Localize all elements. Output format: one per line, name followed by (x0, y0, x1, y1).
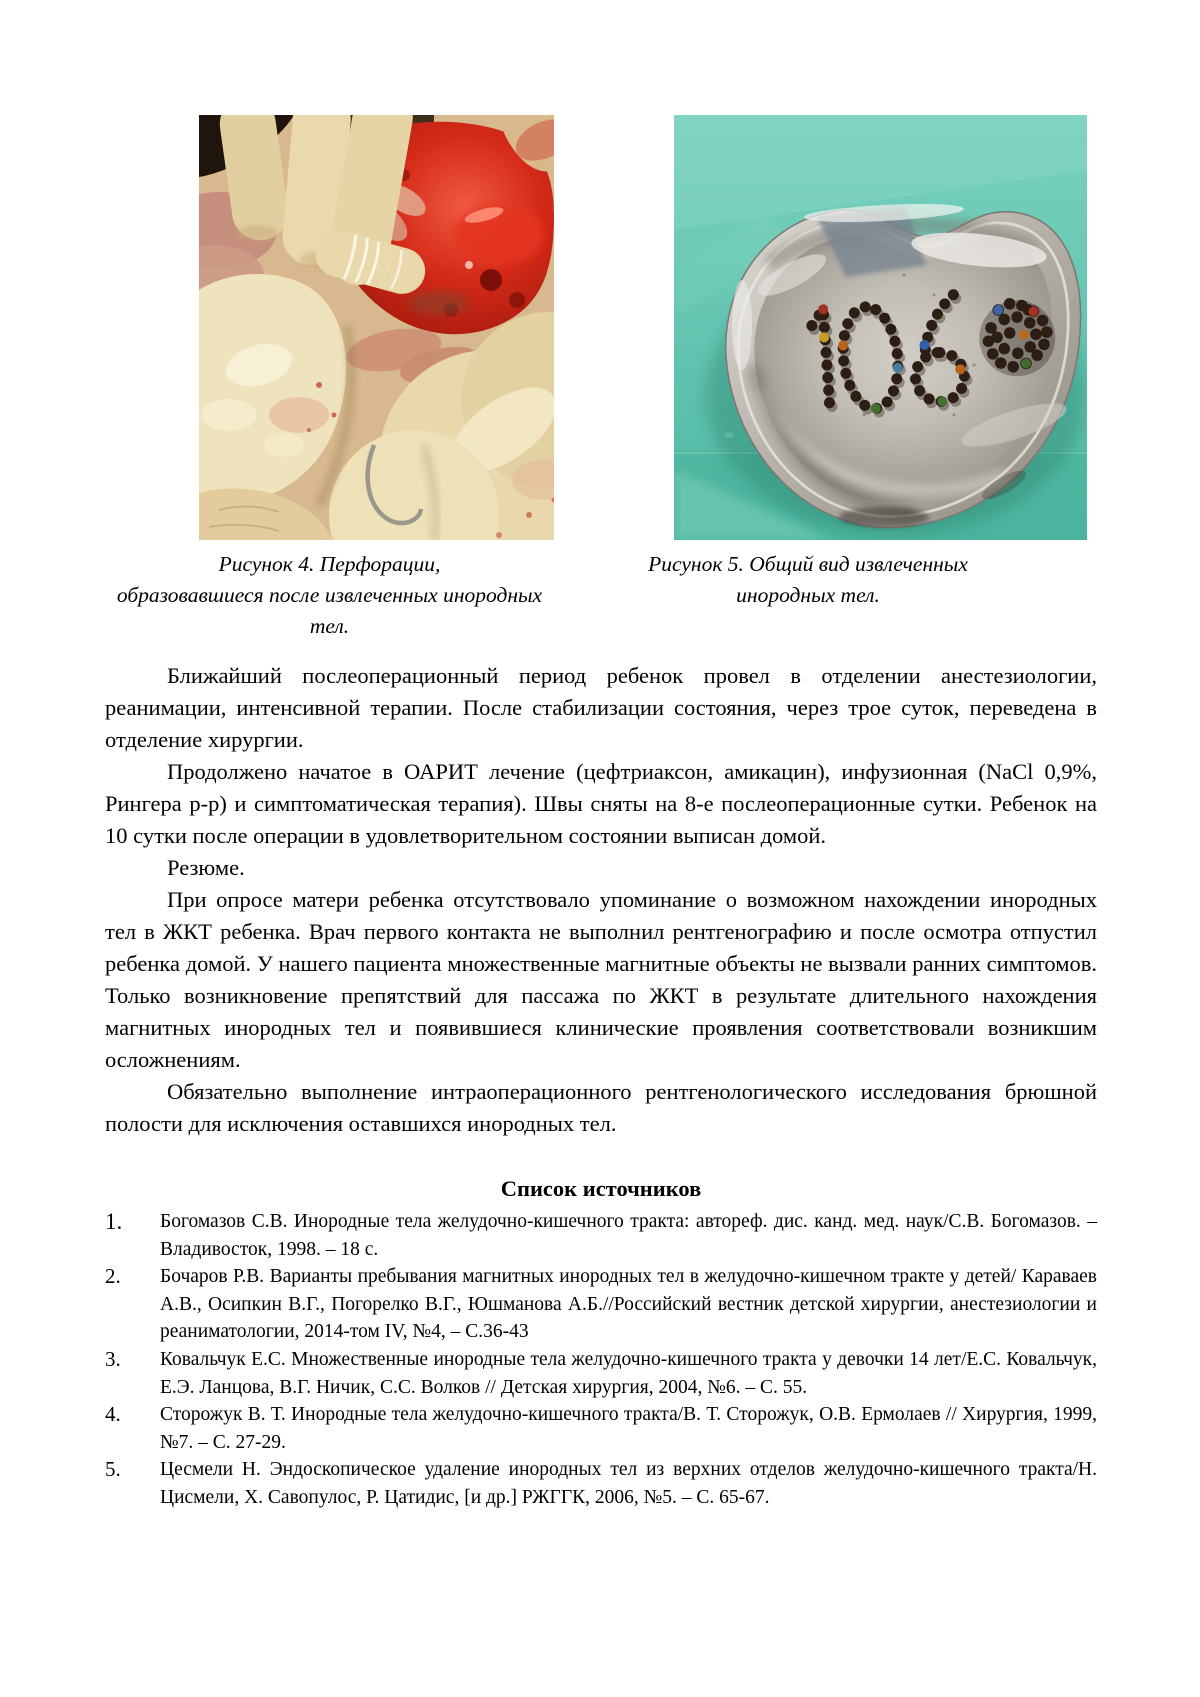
reference-number: 1. (105, 1209, 123, 1234)
figure-5-photo (674, 115, 1087, 540)
reference-number: 3. (105, 1346, 121, 1371)
reference-text: Богомазов С.В. Инородные тела желудочно-кишечного тракта: автореф. дис. канд. мед. наук/С.В. Богомазов. – Владивосток, 1998. – 18 с. (160, 1211, 1097, 1260)
reference-number: 5. (105, 1457, 121, 1482)
surgical-photo-illustration (199, 115, 554, 540)
paragraph: Продолжено начатое в ОАРИТ лечение (цефтриаксон, амикацин), инфузионная (NaCl 0,9%, Рингера р-р) и симптоматическая терапия). Швы сняты на 8-е послеоперационные сутки. Ребенок на 10 сутки после операции в удовлетворительном состоянии выписан домой. (105, 759, 1097, 848)
references-list (105, 1208, 1097, 1512)
figure-4-photo (199, 115, 554, 540)
figure-5-caption-line: Рисунок 5. Общий вид извлеченных (648, 552, 968, 576)
figure-4-caption-line: Рисунок 4. Перфорации, (218, 552, 441, 576)
reference-number: 2. (105, 1264, 121, 1289)
reference-item (105, 1456, 1097, 1511)
reference-item (105, 1208, 1097, 1263)
kidney-tray-illustration (674, 115, 1087, 540)
reference-number: 4. (105, 1402, 121, 1427)
reference-text: Цесмели Н. Эндоскопическое удаление инородных тел из верхних отделов желудочно-кишечного тракта/Н. Цисмели, Х. Савопулос, Р. Цатидис, [и др.] РЖГГК, 2006, №5. – С. 65-67. (160, 1459, 1097, 1508)
references-heading: Список источников (500, 1176, 702, 1201)
figure-5-caption-line: инородных тел. (736, 583, 880, 607)
reference-text: Бочаров Р.В. Варианты пребывания магнитных инородных тел в желудочно-кишечном тракте у детей/ Караваев А.В., Осипкин В.Г., Погорелко В.Г., Юшманова А.Б.//Российский вестник детской хирургии, анестезиологии и реаниматологии, 2014-том IV, №4, – С.36-43 (160, 1266, 1097, 1343)
figure-5-caption (608, 549, 1008, 611)
reference-item (105, 1346, 1097, 1401)
paragraph: Резюме. (167, 855, 245, 880)
figure-4-caption-line: образовавшиеся после извлеченных инородных (116, 583, 543, 607)
reference-item (105, 1263, 1097, 1346)
figure-4-caption (102, 549, 557, 642)
reference-text: Ковальчук Е.С. Множественные инородные тела желудочно-кишечного тракта у девочки 14 лет/Е.С. Ковальчук, Е.Э. Ланцова, В.Г. Ничик, С.С. Волков // Детская хирургия, 2004, №6. – С. 55. (160, 1348, 1097, 1398)
paragraph: Ближайший послеоперационный период ребенок провел в отделении анестезиологии, реанимации, интенсивной терапии. После стабилизации состояния, через трое суток, переведена в отделение хирургии. (105, 663, 1097, 752)
reference-item (105, 1401, 1097, 1456)
paragraph: При опросе матери ребенка отсутствовало упоминание о возможном нахождении инородных тел в ЖКТ ребенка. Врач первого контакта не выполнил рентгенографию и после осмотра отпустил ребенка домой. У нашего пациента множественные магнитные объекты не вызвали ранних симптомов. Только возникновение препятствий для пассажа по ЖКТ в результате длительного нахождения магнитных инородных тел и появившиеся клинические проявления соответствовали возникшим осложнениям. (105, 887, 1097, 1072)
reference-text: Сторожук В. Т. Инородные тела желудочно-кишечного тракта/В. Т. Сторожук, О.В. Ермолаев // Хирургия, 1999, №7. – С. 27-29. (160, 1404, 1097, 1453)
article-body (105, 660, 1097, 1140)
figure-4-caption-line: тел. (309, 614, 350, 638)
paragraph: Обязательно выполнение интраоперационного рентгенологического исследования брюшной полости для исключения оставшихся инородных тел. (105, 1079, 1097, 1136)
